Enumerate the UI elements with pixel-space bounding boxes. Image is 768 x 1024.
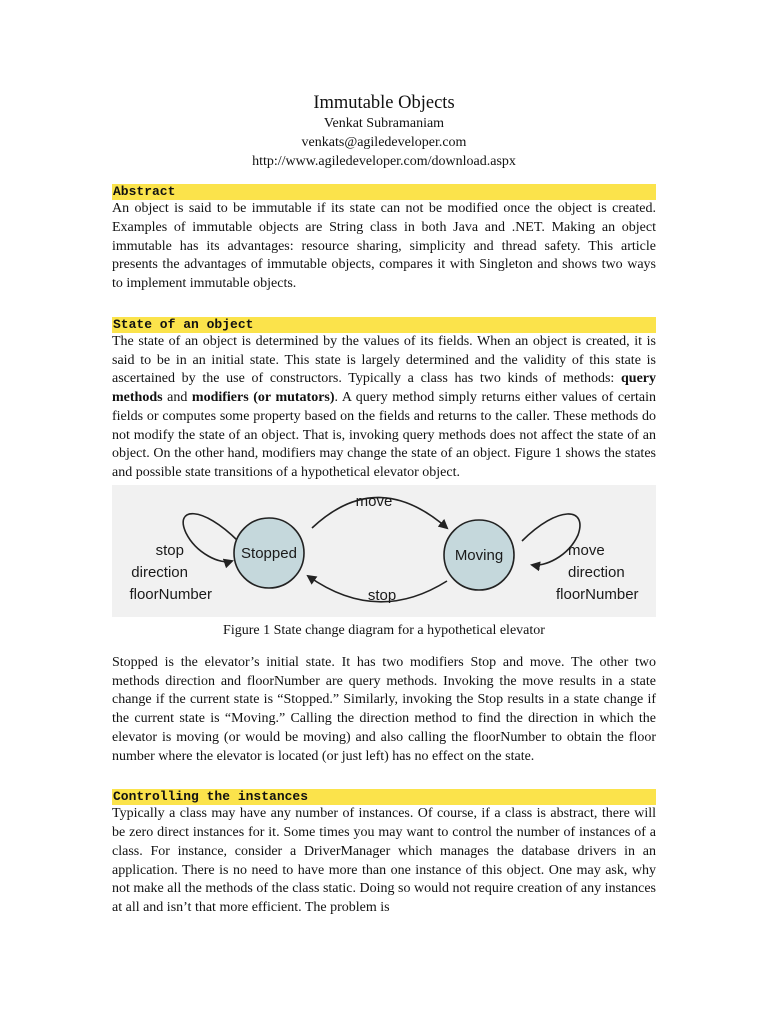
modifiers-term: modifiers (or mutators)	[191, 390, 335, 405]
author-email: venkats@agiledeveloper.com	[301, 135, 467, 150]
figure-caption: Figure 1 State change diagram for a hypothetical elevator	[223, 622, 545, 638]
download-url: http://www.agiledeveloper.com/download.aspx	[252, 154, 516, 169]
state-heading: State of an object	[112, 317, 656, 333]
state-diagram-svg	[112, 485, 656, 617]
controlling-paragraph: Typically a class may have any number of instances. Of course, if a class is abstract, there will be zero direct instances for it. Some times you may want to control the number of instances of a class. For instance, consider a DriverManager which manages the database drivers in an application. There is no need to have more than one instance of this object. One may ask, why not make all the methods of the class static. Doing so would not require creation of any instances at all and isn’t that more efficient. The problem is	[112, 806, 656, 915]
stopped-state-label: Stopped	[241, 544, 297, 562]
left-loop-label-floornumber: floorNumber	[129, 585, 212, 603]
author-name: Venkat Subramaniam	[323, 116, 445, 131]
left-loop-label-stop: stop	[155, 541, 184, 559]
left-loop-label-direction: direction	[131, 563, 188, 581]
query-methods-term: query methods	[112, 371, 656, 405]
moving-state-label: Moving	[454, 546, 504, 564]
document-title: Immutable Objects	[313, 93, 455, 113]
controlling-heading: Controlling the instances	[112, 789, 656, 805]
stopped-self-loop-arrow	[183, 513, 238, 561]
state-text-before: The state of an object is determined by the values of its fields. When an object is created, it is said to be in an initial state. This state is largely determined and the validity of this state is ascertained by the use of constructors. Typically a class has two kinds of methods:	[112, 333, 656, 387]
state-text-after: . A query method simply returns either values of certain fields or computes some property based on the fields and returns to the caller. These methods do not modify the state of an object. That is, invoking query methods does not affect the state of an object. On the other hand, modifiers may change the state of an object. Figure 1 shows the states and possible state transitions of a hypothetical elevator object.	[112, 390, 656, 480]
stop-edge-label: stop	[367, 586, 397, 604]
title-block	[112, 92, 656, 171]
move-edge-label: move	[355, 492, 393, 510]
right-loop-label-floornumber: floorNumber	[556, 585, 639, 603]
state-followup-paragraph: Stopped is the elevator’s initial state. It has two modifiers Stop and move. The other two methods direction and floorNumber are query methods. Invoking the move results in a state change if the current state is “Stopped.” Similarly, invoking the Stop results in a state change if the current state is “Moving.” Calling the direction method to find the direction in which the elevator is moving (or would be moving) and also calling the floorNumber to obtain the floor number where the elevator is located (or just left) has no effect on the state.	[112, 654, 656, 764]
right-loop-label-direction: direction	[568, 563, 625, 581]
abstract-paragraph: An object is said to be immutable if its state can not be modified once the object is created. Examples of immutable objects are String class in both Java and .NET. Making an object immutable has its advantages: resource sharing, simplicity and thread safety. This article presents the advantages of immutable objects, compares it with Singleton and shows two ways to implement immutable objects.	[112, 201, 656, 291]
state-diagram	[112, 485, 656, 617]
abstract-heading: Abstract	[112, 184, 656, 200]
right-loop-label-move: move	[568, 541, 605, 559]
state-text-and: and	[162, 390, 192, 405]
document-page	[112, 92, 656, 918]
state-paragraph	[112, 333, 656, 483]
